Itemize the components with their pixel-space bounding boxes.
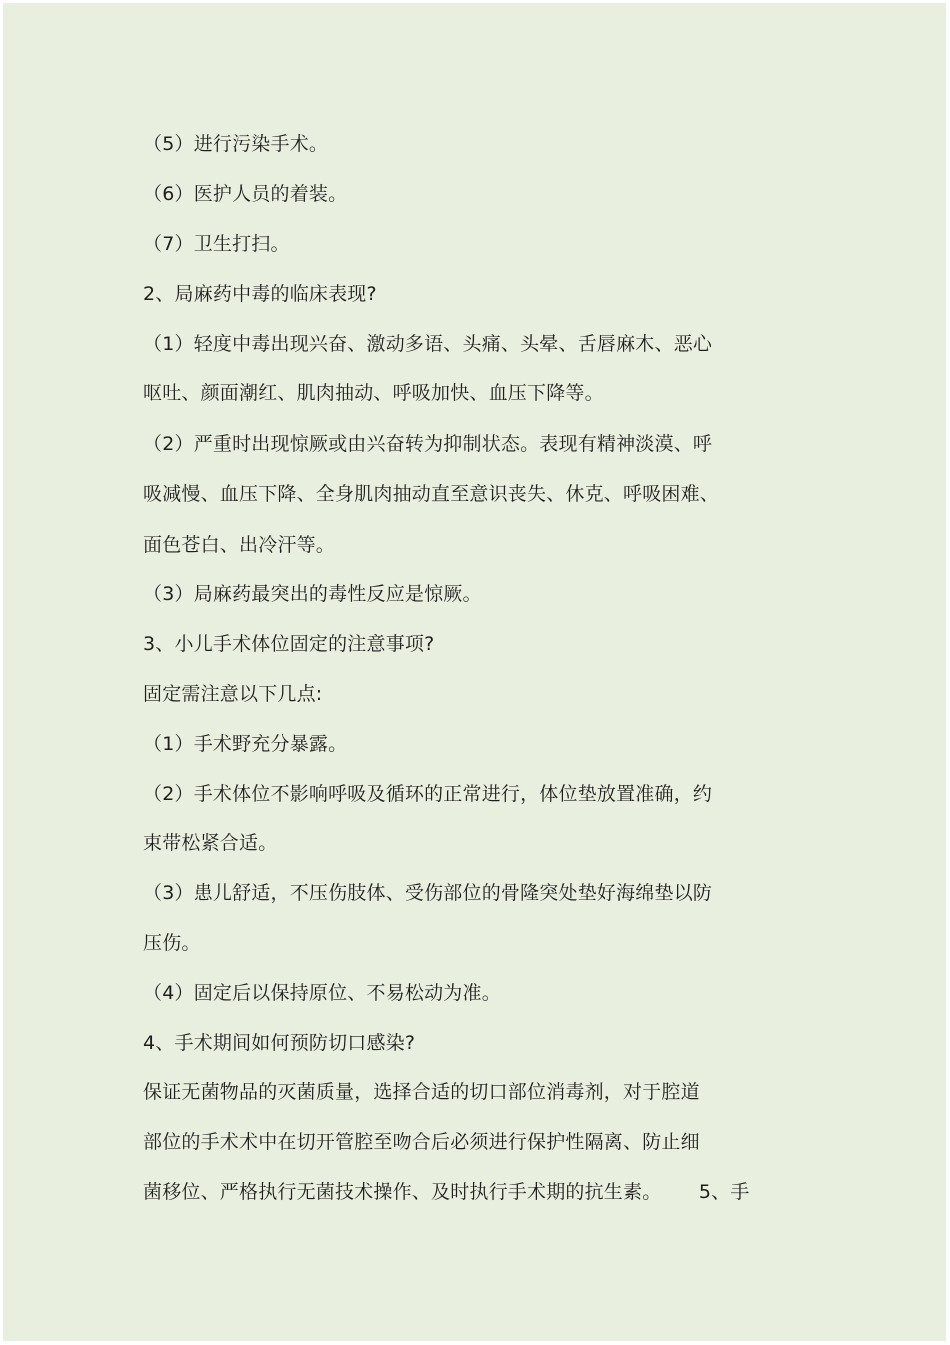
section-heading: 2、局麻药中毒的临床表现? [143,283,377,305]
section-heading: 4、手术期间如何预防切口感染? [143,1032,416,1054]
text-line: （7）卫生打扫。 [143,233,290,255]
text-line: 固定需注意以下几点: [143,683,323,705]
text-line: （1）轻度中毒出现兴奋、激动多语、头痛、头晕、舌唇麻木、恶心 [143,333,713,355]
text-line: （2）手术体位不影响呼吸及循环的正常进行，体位垫放置准确，约 [143,783,713,805]
text-line: （6）医护人员的着装。 [143,183,348,205]
text-line: （1）手术野充分暴露。 [143,733,348,755]
text-line: 保证无菌物品的灭菌质量，选择合适的切口部位消毒剂，对于腔道 [143,1081,700,1103]
text-line: 面色苍白、出冷汗等。 [143,534,336,556]
text-line: 菌移位、严格执行无菌技术操作、及时执行手术期的抗生素。 5、手 [143,1181,750,1203]
text-line: 束带松紧合适。 [143,832,278,854]
section-heading: 3、小儿手术体位固定的注意事项? [143,633,435,655]
text-line: 部位的手术术中在切开管腔至吻合后必须进行保护性隔离、防止细 [143,1131,700,1153]
text-line: 吸减慢、血压下降、全身肌肉抽动直至意识丧失、休克、呼吸困难、 [143,483,720,505]
text-line: 压伤。 [143,932,201,954]
text-line: （3）患儿舒适，不压伤肢体、受伤部位的骨隆突处垫好海绵垫以防 [143,882,713,904]
text-line: 呕吐、颜面潮红、肌肉抽动、呼吸加快、血压下降等。 [143,382,604,404]
text-line: （2）严重时出现惊厥或由兴奋转为抑制状态。表现有精神淡漠、呼 [143,433,713,455]
text-line: （4）固定后以保持原位、不易松动为准。 [143,982,501,1004]
text-line: （5）进行污染手术。 [143,133,329,155]
text-line: （3）局麻药最突出的毒性反应是惊厥。 [143,583,482,605]
